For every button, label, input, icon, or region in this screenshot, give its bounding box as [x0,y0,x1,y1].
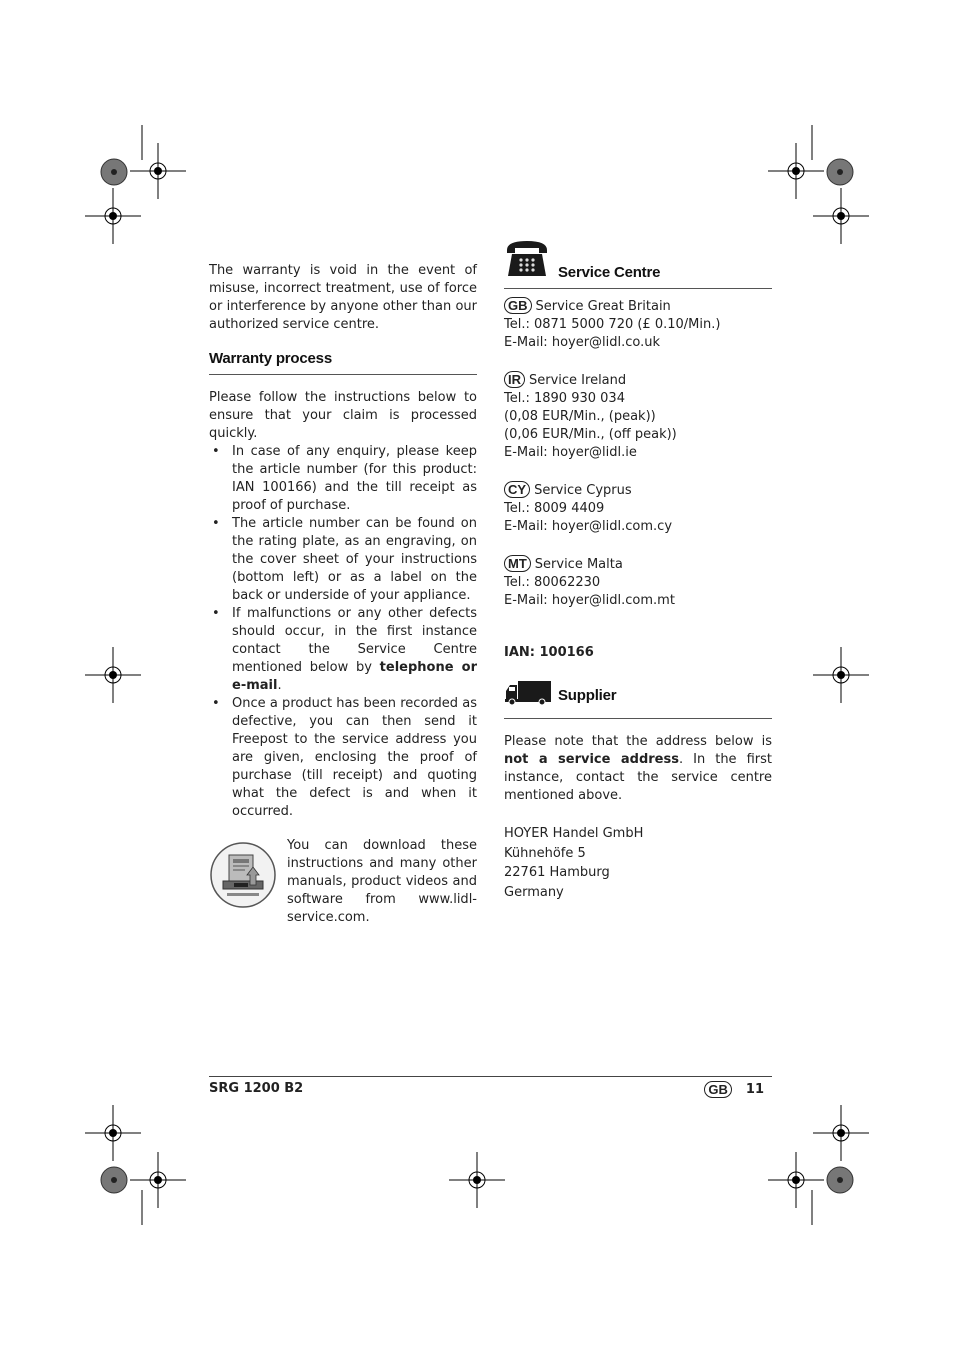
service-malta [504,555,772,610]
list-item [209,605,477,695]
registration-cross-icon [813,1105,869,1161]
service-email: E-Mail: hoyer@lidl.ie [504,445,637,460]
service-email: E-Mail: hoyer@lidl.com.cy [504,519,673,534]
registration-cross-icon [85,188,141,244]
country-badge: IR [504,371,525,388]
service-email: E-Mail: hoyer@lidl.co.uk [504,335,661,350]
color-wheel-icon [827,159,853,185]
service-phone: Tel.: 1890 930 034 [504,391,625,406]
service-ireland [504,371,772,462]
service-phone: Tel.: 0871 5000 720 (£ 0.10/Min.) [504,317,721,332]
service-name: Service Cyprus [534,483,632,498]
registration-cross-icon [768,1152,824,1208]
supplier-note-text: Please note that the address below is [504,734,772,749]
telephone-icon [504,238,550,284]
supplier-heading: Supplier [558,687,617,704]
address-line: Kühnehöfe 5 [504,845,586,861]
service-centre-heading: Service Centre [558,264,661,281]
service-phone: Tel.: 80062230 [504,575,601,590]
footer-right [704,1081,772,1098]
page-footer [209,1076,772,1098]
registration-cross-icon [130,143,186,199]
page-number: 11 [745,1082,764,1097]
ian-number: IAN: 100166 [504,645,594,660]
service-name: Service Great Britain [535,299,671,314]
registration-cross-icon [85,1105,141,1161]
registration-cross-icon [449,1152,505,1208]
left-column [209,262,477,927]
supplier-note-text: . In the first instance, contact the service centre mentioned above. [504,752,772,803]
address-line: Germany [504,884,564,900]
service-rate-offpeak: (0,06 EUR/Min., (off peak)) [504,427,677,442]
service-name: Service Malta [534,557,623,572]
color-wheel-icon [101,159,127,185]
bullet-text: . [277,678,282,693]
color-wheel-icon [827,1167,853,1193]
color-wheel-icon [101,1167,127,1193]
language-badge: GB [704,1081,732,1098]
service-list [504,297,772,610]
country-badge: GB [504,297,532,314]
registration-cross-icon [768,143,824,199]
bullet-bold-text: telephone or e-mail [232,660,477,693]
registration-cross-icon [813,188,869,244]
list-item: • In case of any enquiry, please keep the article number (for this product: IAN 100166) and the till receipt as proof of purchase. [209,443,477,515]
registration-cross-icon [813,647,869,703]
download-notice [209,837,477,927]
supplier-header [504,680,772,719]
service-name: Service Ireland [529,373,627,388]
warranty-void-paragraph: The warranty is void in the event of misuse, incorrect treatment, use of force or interference by anyone other than our authorized service centre. [209,263,477,332]
supplier-note-bold: not a service address [504,752,679,767]
service-centre-header [504,238,772,289]
service-great-britain [504,297,772,352]
service-rate-peak: (0,08 EUR/Min., (peak)) [504,409,656,424]
country-badge: MT [504,555,531,572]
service-email: E-Mail: hoyer@lidl.com.mt [504,593,675,608]
address-line: HOYER Handel GmbH [504,826,644,841]
download-text: You can download these instructions and many other manuals, product videos and software from www.lidl-service.com. [287,838,477,925]
registration-cross-icon [85,647,141,703]
supplier-note [504,733,772,805]
service-cyprus [504,481,772,536]
warranty-bullet-list [209,443,477,821]
list-item: • The article number can be found on the rating plate, as an engraving, on the cover sheet of your instructions (bottom left) or as a label on the back or underside of your appliance. [209,515,477,605]
warranty-process-heading: Warranty process [209,350,477,375]
address-line: 22761 Hamburg [504,865,610,880]
bullet-text: If malfunctions or any other defects should occur, in the first instance contact the Service Centre mentioned below by [232,606,477,675]
lidl-service-download-icon [209,837,287,927]
supplier-address [504,824,772,902]
truck-icon [504,680,552,712]
country-badge: CY [504,481,530,498]
registration-cross-icon [130,1152,186,1208]
right-column [504,238,772,902]
service-phone: Tel.: 8009 4409 [504,501,605,516]
warranty-process-intro: Please follow the instructions below to ensure that your claim is processed quickly. [209,390,477,441]
list-item: • Once a product has been recorded as defective, you can then send it Freepost to the service address you are given, enclosing the proof of purchase (till receipt) and quoting what the defect is and when it occurred. [209,695,477,821]
model-number: SRG 1200 B2 [209,1081,304,1096]
